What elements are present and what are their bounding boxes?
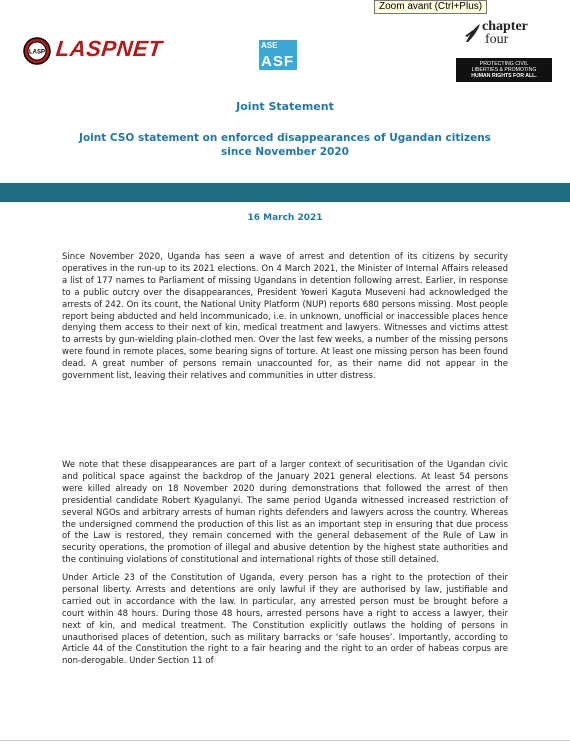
chapter-word: chapter (482, 19, 528, 34)
chapter-four-quill-icon (464, 22, 482, 44)
tagline-line-1: PROTECTING CIVIL (479, 61, 529, 67)
document-date: 16 March 2021 (247, 213, 323, 223)
header-band (0, 183, 570, 202)
document-subtitle (0, 131, 570, 159)
four-word: four (485, 32, 509, 47)
tagline-line-2: LIBERTIES & PROMOTING (471, 67, 537, 73)
ase-logo-top-text: ASE (261, 41, 278, 50)
laspnet-emblem-text: LASP (28, 49, 46, 56)
paragraph-3: Under Article 23 of the Constitution of Uganda, every person has a right to the protection of their personal liberty. Arrests and detentions are only lawful if they are authorised by law, justifiable and carried out in accordance with the law. In particular, any arrested person must be brought before a court within 48 hours. During those 48 hours, arrested persons have a right to access a lawyer, their next of kin, and medical treatment. The Constitution explicitly outlaws the holding of persons in unauthorised places of detention, such as military barracks or ‘safe houses’. Importantly, according to Article 44 of the Constitution the right to a fair hearing and the right to an order of habeas corpus are non-derogable. Under Section 11 of (62, 573, 508, 667)
laspnet-wordmark: LASPNET (54, 36, 164, 61)
paragraph-1: Since November 2020, Uganda has seen a wave of arrest and detention of its citizens by security operatives in the run-up to its 2021 elections. On 4 March 2021, the Minister of Internal Affairs released a list of 177 names to Parliament of missing Ugandans in detention following arrest. Earlier, in response to a public outcry over the disappearances, President Yoweri Kaguta Museveni had acknowledged the arrests of 242. On its count, the National Unity Platform (NUP) reports 680 persons missing. Most people report being abducted and held incommunicado, i.e. in unknown, unofficial or inaccessible places hence denying them access to their next of kin, medical treatment and lawyers. Witnesses and victims attest to arrests by gun-wielding plain-clothed men. Over the last few weeks, a number of the missing persons were found in remote places, some bearing signs of torture. At least one missing person has been found dead. A great number of persons remain unaccounted for, as their name did not appear in the government list, leaving their relatives and communities in utter distress. (62, 252, 508, 382)
document-heading: Joint Statement (236, 100, 334, 113)
laspnet-emblem-icon (22, 36, 54, 66)
laspnet-logo (22, 36, 172, 66)
ase-logo-letters: ASF (261, 53, 294, 70)
ase-logo (259, 40, 297, 70)
tagline-line-3: HUMAN RIGHTS FOR ALL. (471, 73, 537, 79)
chapter-four-wordmark (482, 20, 528, 46)
chapter-four-tagline (456, 58, 552, 82)
zoom-tooltip: Zoom avant (Ctrl+Plus) (374, 0, 487, 14)
subtitle-line-2: since November 2020 (221, 146, 349, 158)
paragraph-2: We note that these disappearances are part of a larger context of securitisation of the Ugandan civic and political space against the backdrop of the January 2021 general elections. At least 54 persons were killed already on 18 November 2020 during demonstrations that followed the arrest of then presidential candidate Robert Kyagulanyi. The same period Uganda witnessed increased restriction of several NGOs and arbitrary arrests of human rights defenders and lawyers across the country. Whereas the undersigned commend the production of this list as an important step in ensuring that due process of the Law is restored, they remain concerned with the general debasement of the Rule of Law in security operations, the promotion of illegal and abusive detention by the highest state authorities and the continuing violations of constitutional and international rights of those still detained. (62, 460, 508, 566)
subtitle-line-1: Joint CSO statement on enforced disappearances of Ugandan citizens (79, 132, 491, 144)
page-edge (0, 740, 570, 741)
chapter-four-logo (464, 20, 554, 50)
